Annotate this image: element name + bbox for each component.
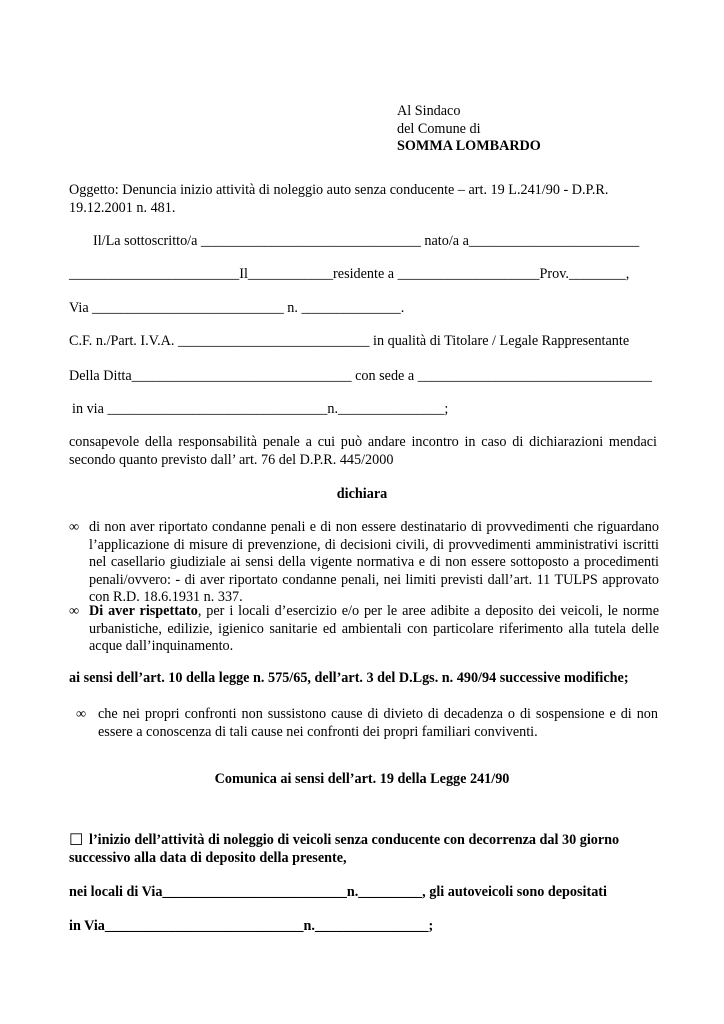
declaration-bullet-1 xyxy=(69,519,659,607)
infinity-bullet-icon: ∞ xyxy=(69,603,80,619)
infinity-bullet-icon: ∞ xyxy=(69,519,80,535)
recipient-municipality: SOMMA LOMBARDO xyxy=(397,138,541,154)
inizio-checkbox[interactable]: ☐ xyxy=(69,832,84,849)
locali-line: nei locali di Via__________________________n._________, gli autoveicoli sono depositati xyxy=(69,884,607,900)
form-line-in-via: in via _______________________________n._______________; xyxy=(72,401,449,417)
comunica-heading: Comunica ai sensi dell’art. 19 della Legge 241/90 xyxy=(214,771,510,787)
declaration-bullet-1-text: di non aver riportato condanne penali e di non essere destinatario di provvedimenti che riguardano l’applicazione di misure di prevenzione, di decisioni civili, di provvedimenti amministrativi iscritti nel casellario giudiziale ai sensi della vigente normativa e di non essere sottoposto a procedimenti penali/ovvero: - di aver riportato condanne penali, nei limiti previsti dall’art. 11 TULPS approvato con R.D. 18.6.1931 n. 337. xyxy=(89,519,659,605)
declaration-bullet-3-text: che nei propri confronti non sussistono cause di divieto di decadenza o di sospensione e di non essere a conoscenza di tali cause nei confronti dei propri familiari conviventi. xyxy=(98,706,658,740)
form-line-codice-fiscale: C.F. n./Part. I.V.A. ___________________________ in qualità di Titolare / Legale Rappresentante xyxy=(69,333,630,349)
dichiara-heading: dichiara xyxy=(336,486,388,502)
deposito-via-line: in Via____________________________n.________________; xyxy=(69,918,434,934)
inizio-line-1: l’inizio dell’attività di noleggio di veicoli senza conducente con decorrenza dal 30 giorno xyxy=(89,832,620,848)
form-line-residenza: ________________________Il____________residente a ____________________Prov.________, xyxy=(69,266,630,282)
declaration-bullet-2 xyxy=(69,603,659,657)
inizio-line-2: successivo alla data di deposito della presente, xyxy=(69,850,347,866)
ai-sensi-line: ai sensi dell’art. 10 della legge n. 575/65, dell’art. 3 del D.Lgs. n. 490/94 successive modifiche; xyxy=(69,670,629,686)
infinity-bullet-icon: ∞ xyxy=(76,706,87,722)
form-line-ditta: Della Ditta_______________________________ con sede a _________________________________ xyxy=(69,368,652,384)
form-line-sottoscritto: Il/La sottoscritto/a _______________________________ nato/a a________________________ xyxy=(93,233,640,249)
declaration-bullet-3 xyxy=(76,706,658,742)
consapevole-paragraph: consapevole della responsabilità penale a cui può andare incontro in caso di dichiarazioni mendaci secondo quanto previsto dall’ art. 76 del D.P.R. 445/2000 xyxy=(69,434,657,468)
form-line-via: Via ___________________________ n. ______________. xyxy=(69,300,405,316)
subject-line-1: Oggetto: Denuncia inizio attività di noleggio auto senza conducente – art. 19 L.241/90 - D.P.R. xyxy=(69,182,609,198)
declaration-bullet-2-text xyxy=(89,603,659,656)
recipient-line-2: del Comune di xyxy=(397,121,481,137)
recipient-line-1: Al Sindaco xyxy=(397,103,461,119)
subject-line-2: 19.12.2001 n. 481. xyxy=(69,200,176,216)
declaration-bullet-2-rest: , per i locali d’esercizio e/o per le aree adibite a deposito dei veicoli, le norme urbanistiche, edilizie, igienico sanitarie ed ambientali con particolare riferimento alla tutela delle acque dall’inquinamento. xyxy=(89,603,659,654)
declaration-bullet-2-bold: Di aver rispettato xyxy=(89,603,198,619)
